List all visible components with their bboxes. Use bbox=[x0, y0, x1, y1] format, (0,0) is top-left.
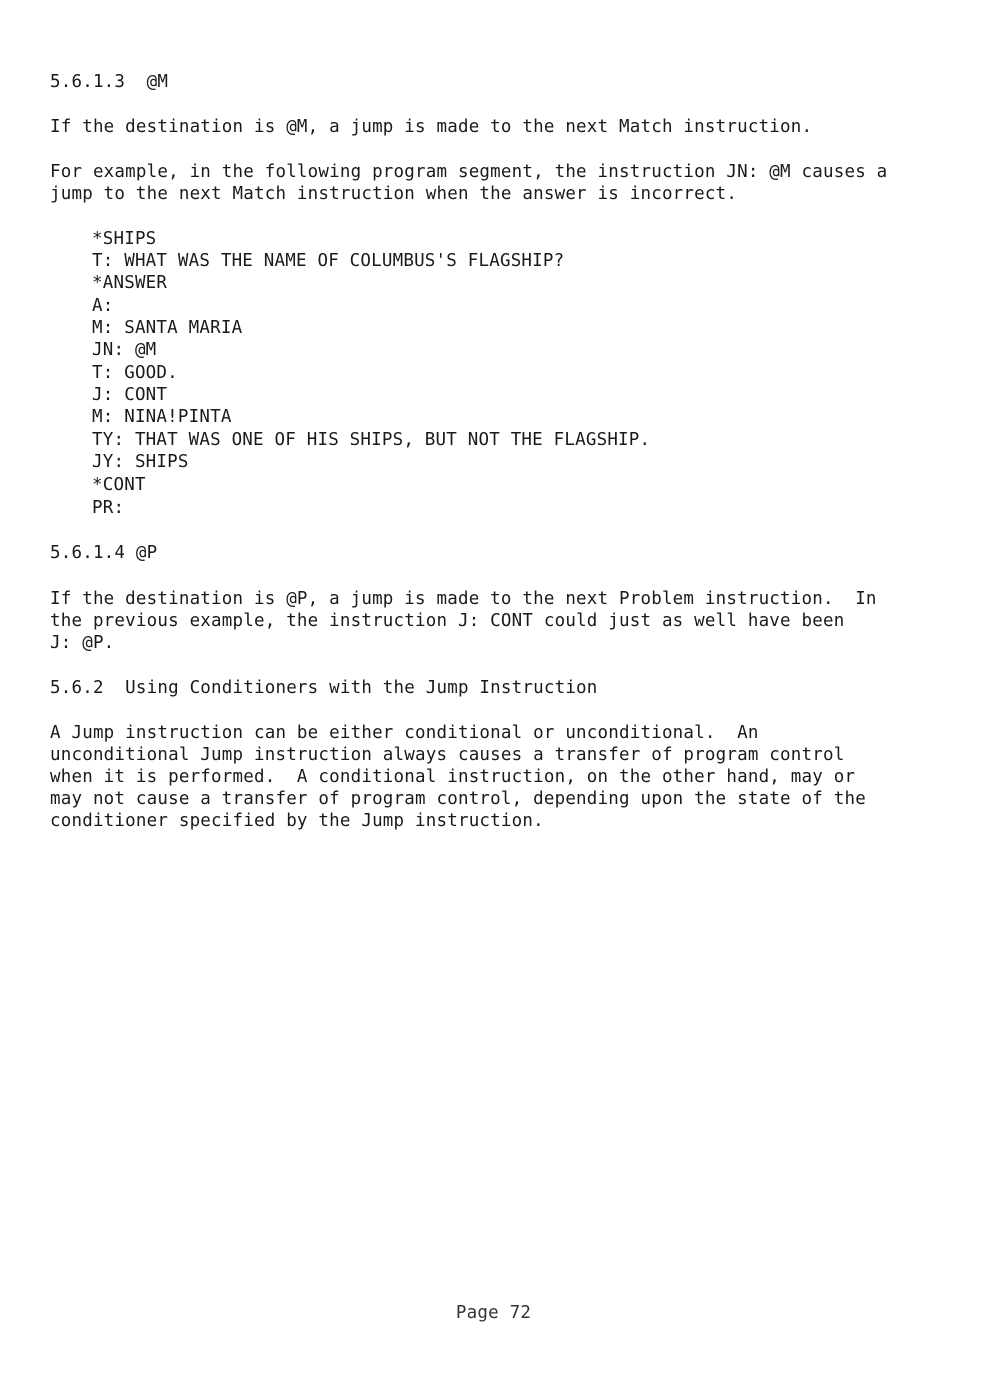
section-heading-5-6-1-4: 5.6.1.4 @P bbox=[50, 543, 158, 563]
code-line: T: GOOD. bbox=[92, 363, 178, 383]
paragraph-line: If the destination is @M, a jump is made to the next Match instruction. bbox=[50, 117, 813, 137]
paragraph-line: A Jump instruction can be either conditional or unconditional. An bbox=[50, 723, 759, 743]
code-line: J: CONT bbox=[92, 385, 168, 405]
code-line: *ANSWER bbox=[92, 273, 168, 293]
code-line: M: NINA!PINTA bbox=[92, 407, 232, 427]
paragraph-line: J: @P. bbox=[50, 633, 115, 653]
paragraph-line: conditioner specified by the Jump instruction. bbox=[50, 811, 544, 831]
code-line: TY: THAT WAS ONE OF HIS SHIPS, BUT NOT THE FLAGSHIP. bbox=[92, 430, 651, 450]
code-line: PR: bbox=[92, 498, 125, 518]
section-heading-5-6-2: 5.6.2 Using Conditioners with the Jump Instruction bbox=[50, 678, 598, 698]
code-line: A: bbox=[92, 296, 114, 316]
paragraph-line: when it is performed. A conditional instruction, on the other hand, may or bbox=[50, 767, 856, 787]
code-line: T: WHAT WAS THE NAME OF COLUMBUS'S FLAGSHIP? bbox=[92, 251, 565, 271]
code-line: *SHIPS bbox=[92, 229, 157, 249]
code-line: *CONT bbox=[92, 475, 146, 495]
page-number: Page 72 bbox=[455, 1303, 532, 1323]
paragraph-line: For example, in the following program segment, the instruction JN: @M causes a bbox=[50, 162, 888, 182]
paragraph-line: the previous example, the instruction J: CONT could just as well have been bbox=[50, 611, 845, 631]
paragraph-line: jump to the next Match instruction when the answer is incorrect. bbox=[50, 184, 738, 204]
paragraph-line: unconditional Jump instruction always causes a transfer of program control bbox=[50, 745, 845, 765]
code-line: M: SANTA MARIA bbox=[92, 318, 243, 338]
paragraph-line: may not cause a transfer of program control, depending upon the state of the bbox=[50, 789, 866, 809]
code-line: JN: @M bbox=[92, 340, 157, 360]
code-line: JY: SHIPS bbox=[92, 452, 189, 472]
paragraph-line: If the destination is @P, a jump is made to the next Problem instruction. In bbox=[50, 589, 877, 609]
section-heading-5-6-1-3: 5.6.1.3 @M bbox=[50, 72, 169, 92]
